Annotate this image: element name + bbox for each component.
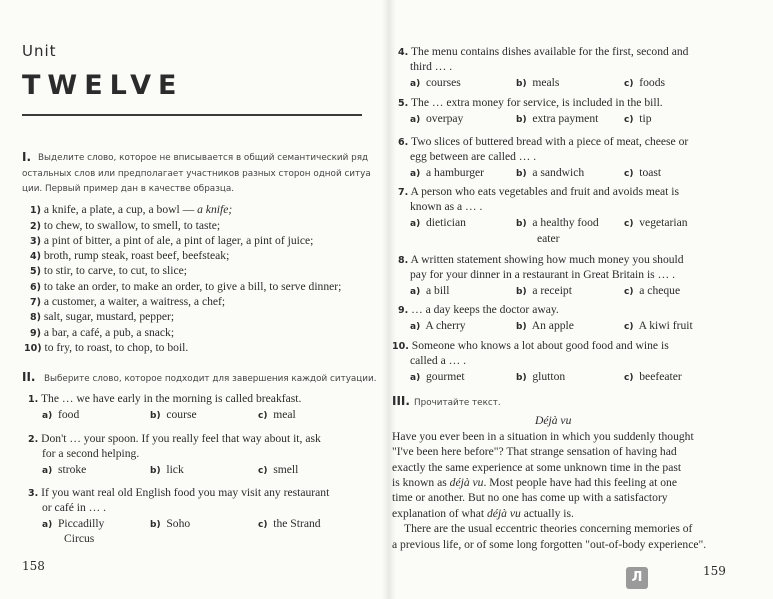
option-a: a) food xyxy=(42,408,80,421)
question-1: 1. The … we have early in the morning is called breakfast. xyxy=(28,392,302,405)
title-rule xyxy=(22,114,362,116)
option-a: a) overpay xyxy=(410,112,464,125)
option-a: a) Piccadilly xyxy=(42,517,105,530)
question-5: 5. The … extra money for service, is included in the bill. xyxy=(398,96,663,109)
question-6: 6. Two slices of buttered bread with a piece of meat, cheese or xyxy=(398,135,689,148)
question-3: 3. If you want real old English food you may visit any restaurant xyxy=(28,486,330,499)
option-a: a) dietician xyxy=(410,216,466,229)
paragraph-line: exactly the same experience at some unknown time in the past xyxy=(392,461,682,474)
option-a-continued: Circus xyxy=(64,532,95,545)
list-item: 5) to stir, to carve, to cut, to slice; xyxy=(30,264,187,277)
page-number: 158 xyxy=(22,559,45,573)
section-2-instruction: Выберите слово, которое подходит для завершения каждой ситуации. xyxy=(44,374,377,384)
list-item: 2) to chew, to swallow, to smell, to taste; xyxy=(30,219,221,232)
section-3-instruction: Прочитайте текст. xyxy=(414,398,501,408)
question-6-continued: egg between are called … . xyxy=(410,150,537,163)
paragraph-line: "I've been here before"? That strange sensation of having had xyxy=(392,445,677,458)
unit-title: TWELVE xyxy=(22,70,184,101)
option-a: a) courses xyxy=(410,76,461,89)
section-3-numeral: III. xyxy=(392,394,410,408)
question-7: 7. A person who eats vegetables and fruit and avoids meat is xyxy=(398,185,680,198)
question-7-continued: known as a … . xyxy=(410,200,483,213)
paragraph-line: explanation of what déjà vu actually is. xyxy=(392,507,574,520)
option-b-continued: eater xyxy=(537,232,560,245)
question-10: 10. Someone who knows a lot about good food and wine is xyxy=(392,339,669,352)
question-10-continued: called a … . xyxy=(410,354,467,367)
list-item: 7) a customer, a waiter, a waitress, a chef; xyxy=(30,295,226,308)
option-a: a) stroke xyxy=(42,463,87,476)
example-answer: a knife; xyxy=(197,203,233,216)
option-a: a) A cherry xyxy=(410,319,466,332)
option-c: c) meal xyxy=(258,408,296,421)
option-a: a) a hamburger xyxy=(410,166,485,179)
option-b: b) An apple xyxy=(516,319,574,332)
option-c: c) foods xyxy=(624,76,666,89)
question-9: 9. … a day keeps the doctor away. xyxy=(398,303,559,316)
option-c: c) the Strand xyxy=(258,517,321,530)
paragraph-line: Have you ever been in a situation in which you suddenly thought xyxy=(392,430,694,443)
option-b: b) course xyxy=(150,408,197,421)
list-item: 8) salt, sugar, mustard, pepper; xyxy=(30,310,175,323)
page-number: 159 xyxy=(703,564,726,578)
option-b: b) extra payment xyxy=(516,112,599,125)
section-2-numeral: II. xyxy=(22,370,36,384)
option-c: c) tip xyxy=(624,112,652,125)
publisher-logo-icon: Л xyxy=(626,567,648,589)
option-a: a) a bill xyxy=(410,284,450,297)
question-3-continued: or café in … . xyxy=(42,501,107,514)
unit-label: Unit xyxy=(22,42,57,60)
list-item: 10) to fry, to roast, to chop, to boil. xyxy=(24,341,189,354)
option-b: b) lick xyxy=(150,463,184,476)
option-b: b) a healthy food xyxy=(516,216,599,229)
paragraph-line: a previous life, or of some long forgotten "out-of-body experience". xyxy=(392,538,707,551)
list-item: 9) a bar, a café, a pub, a snack; xyxy=(30,326,175,339)
option-b: b) a sandwich xyxy=(516,166,585,179)
option-c: c) a cheque xyxy=(624,284,681,297)
list-item: 1) a knife, a plate, a cup, a bowl — a knife; xyxy=(30,203,233,216)
paragraph-line: There are the usual eccentric theories concerning memories of xyxy=(404,522,693,535)
question-8-continued: pay for your dinner in a restaurant in Great Britain is … . xyxy=(410,268,675,281)
option-c: c) beefeater xyxy=(624,370,682,383)
section-1-instruction-line: ции. Первый пример дан в качестве образца. xyxy=(22,184,235,194)
list-item: 3) a pint of bitter, a pint of ale, a pint of lager, a pint of juice; xyxy=(30,234,314,247)
question-4: 4. The menu contains dishes available for the first, second and xyxy=(398,45,689,58)
section-1-instruction-line: Выделите слово, которое не вписывается в общий семантический ряд xyxy=(38,153,369,163)
option-b: b) a receipt xyxy=(516,284,572,297)
option-c: c) A kiwi fruit xyxy=(624,319,693,332)
list-item: 6) to take an order, to make an order, to give a bill, to serve dinner; xyxy=(30,280,342,293)
option-c: c) smell xyxy=(258,463,299,476)
option-b: b) Soho xyxy=(150,517,191,530)
option-a: a) gourmet xyxy=(410,370,465,383)
option-c: c) vegetarian xyxy=(624,216,688,229)
question-8: 8. A written statement showing how much money you should xyxy=(398,253,684,266)
question-2-continued: for a second helping. xyxy=(42,447,140,460)
section-1-numeral: I. xyxy=(22,150,32,164)
list-item: 4) broth, rump steak, roast beef, beefsteak; xyxy=(30,249,230,262)
option-b: b) meals xyxy=(516,76,560,89)
paragraph-line: is known as déjà vu. Most people have had this feeling at one xyxy=(392,476,677,489)
question-4-continued: third … . xyxy=(410,60,453,73)
question-2: 2. Don't … your spoon. If you really feel that way about it, ask xyxy=(28,432,321,445)
paragraph-line: time or another. But no one has come up with a satisfactory xyxy=(392,491,668,504)
option-c: c) toast xyxy=(624,166,662,179)
section-1-instruction-line: остальных слов или предполагает участников разных сторон одной ситуа xyxy=(22,169,371,179)
text-title: Déjà vu xyxy=(535,414,572,427)
option-b: b) glutton xyxy=(516,370,566,383)
